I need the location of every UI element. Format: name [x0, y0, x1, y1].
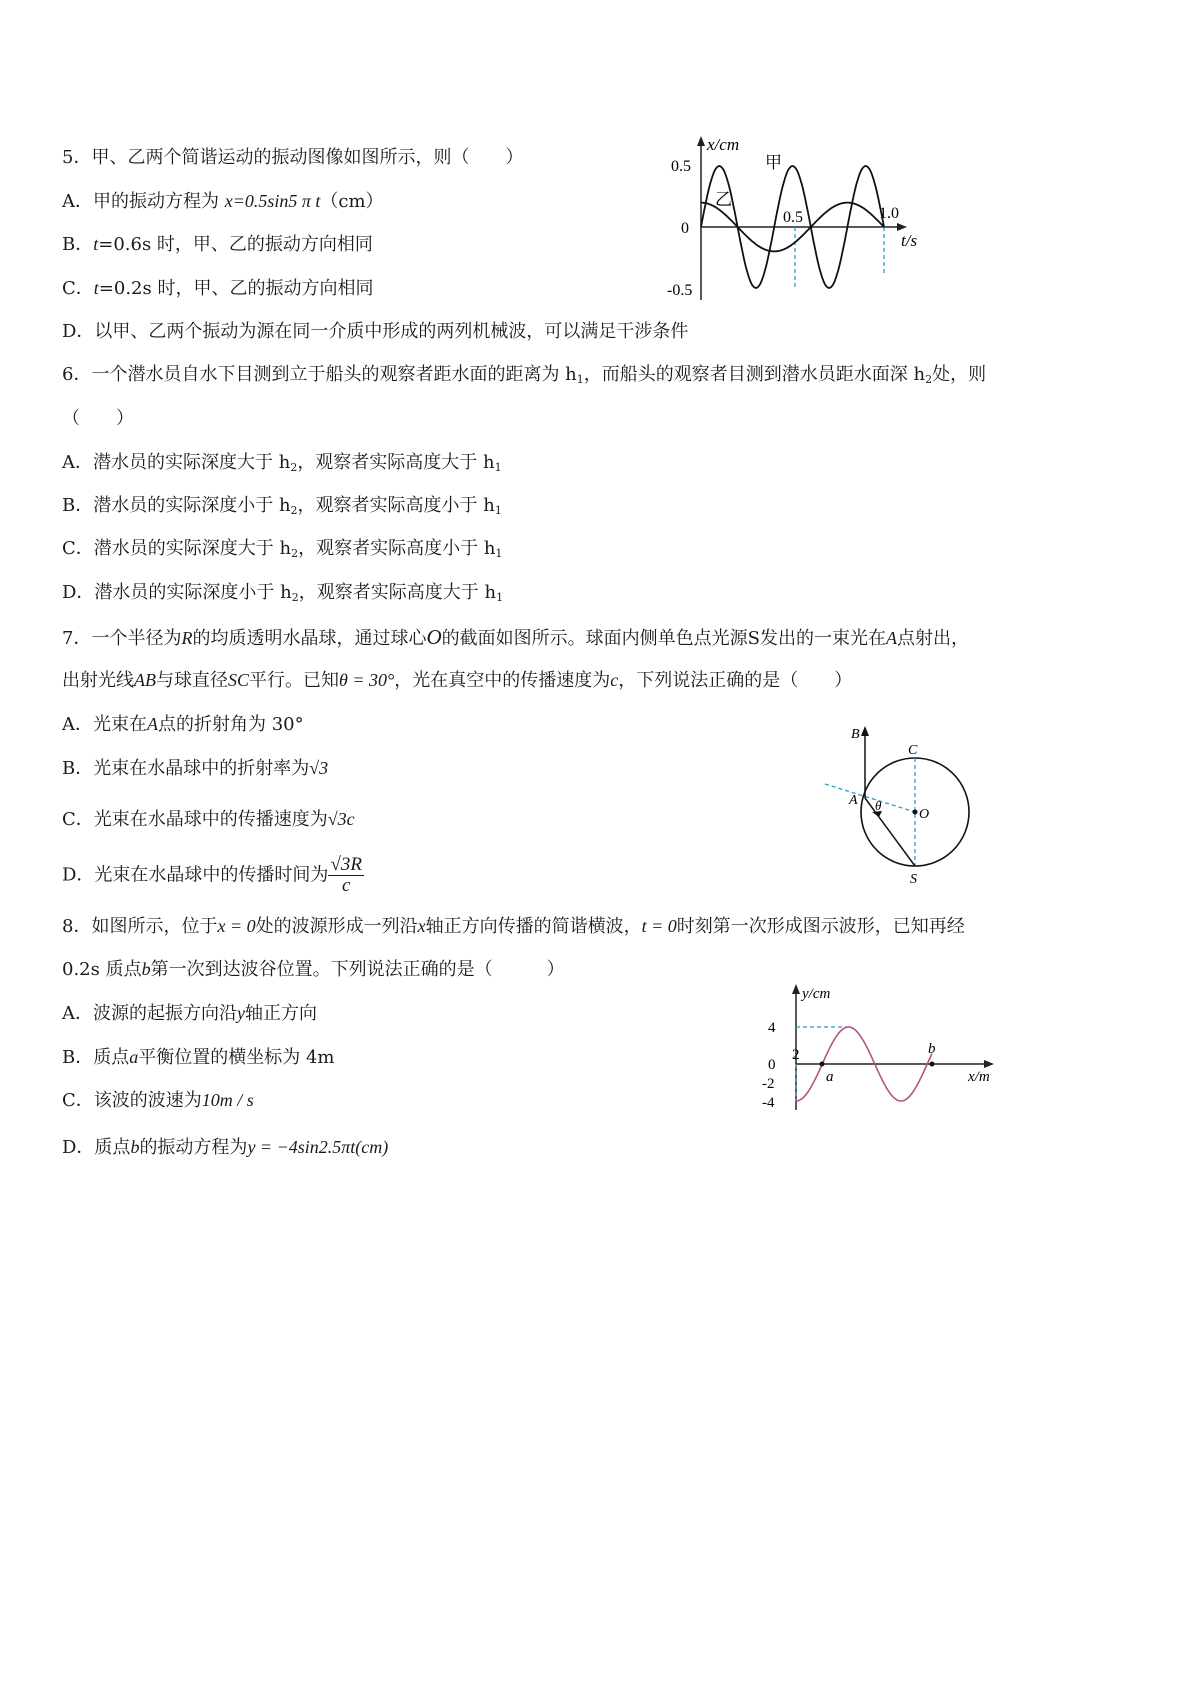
- q7-label-S: S: [910, 872, 917, 887]
- q8-stem-line2: 0.2s 质点b第一次到达波谷位置。下列说法正确的是（ ）: [62, 959, 565, 980]
- q8-y-tick-n2: -2: [762, 1076, 775, 1092]
- q8-y-tick-0: 0: [768, 1057, 776, 1073]
- q8-label-a: a: [826, 1069, 834, 1085]
- q8-x-tick-2: 2: [792, 1047, 800, 1063]
- q8-point-a: [820, 1062, 825, 1067]
- q6-option-d: D．潜水员的实际深度小于 $h_2$，观察者实际高度大于 $h_1$: [62, 582, 504, 604]
- q6-option-a: A．潜水员的实际深度大于 $h_2$，观察者实际高度大于 $h_1$: [62, 452, 502, 474]
- q8-x-label: x/m: [968, 1069, 990, 1085]
- q5-y-tick-0: 0: [681, 220, 689, 237]
- q6-option-b: B．潜水员的实际深度小于 $h_2$，观察者实际高度小于 $h_1$: [62, 495, 502, 517]
- q8-option-a: A．波源的起振方向沿y轴正方向: [62, 1003, 317, 1024]
- q7-label-C: C: [908, 743, 918, 758]
- q8-stem-line1: 8．如图所示，位于x = 0处的波源形成一列沿x轴正方向传播的简谐横波，t = 0时刻第一次形成图示波形，已知再经: [62, 916, 965, 937]
- q5-x-label: t/s: [901, 231, 918, 250]
- q7-label-A: A: [849, 793, 858, 808]
- q5-y-tick-05: 0.5: [671, 158, 691, 175]
- q8-option-c: C．该波的波速为10m / s: [62, 1090, 254, 1111]
- q6-stem: 6．一个潜水员自水下目测到立于船头的观察者距水面的距离为 $h_1$，而船头的观察者目测到潜水员距水面深 $h_2$处，则: [62, 364, 987, 386]
- q7-label-B: B: [851, 727, 860, 742]
- q5-vibration-chart: [665, 130, 935, 310]
- q5-y-label: x/cm: [707, 135, 740, 154]
- q7-stem-line1: 7．一个半径为R的均质透明水晶球，通过球心O的截面如图所示。球面内侧单色点光源S发出的一束光在A点射出，: [62, 625, 969, 649]
- q5-option-a: A．甲的振动方程为 x=0.5sin5 π t（cm）: [62, 191, 384, 212]
- q6-stem-paren: （ ）: [62, 408, 134, 429]
- q8-option-d: D．质点b的振动方程为y = −4sin2.5πt(cm): [62, 1137, 389, 1158]
- q7-label-O: O: [919, 807, 930, 822]
- q8-label-b: b: [928, 1041, 936, 1057]
- q8-y-label: y/cm: [802, 986, 831, 1002]
- q7-option-c: C．光束在水晶球中的传播速度为√3c: [62, 809, 355, 830]
- q5-series-label-yi: 乙: [715, 190, 732, 209]
- q7-option-d: D．光束在水晶球中的传播时间为 $\frac{√3R}{c}$: [62, 854, 362, 896]
- q8-point-b: [930, 1062, 935, 1067]
- q5-option-b: B．t=0.6s 时，甲、乙的振动方向相同: [62, 234, 373, 255]
- q8-option-b: B．质点a平衡位置的横坐标为 4m: [62, 1047, 335, 1068]
- q7-label-theta: θ: [875, 798, 882, 813]
- q5-y-tick-n05: -0.5: [667, 282, 693, 299]
- q7-stem-line2: 出射光线AB与球直径SC平行。已知θ = 30°，光在真空中的传播速度为c，下列说法正确的是（ ）: [62, 670, 853, 691]
- q5-option-c: C．t=0.2s 时，甲、乙的振动方向相同: [62, 278, 374, 299]
- q8-y-tick-4: 4: [768, 1020, 776, 1036]
- q5-stem: 5．甲、乙两个简谐运动的振动图像如图所示，则（ ）: [62, 147, 524, 168]
- q5-x-tick-05: 0.5: [783, 209, 803, 226]
- q5-x-tick-10: 1.0: [879, 205, 899, 222]
- q5-option-d: D．以甲、乙两个振动为源在同一介质中形成的两列机械波，可以满足干涉条件: [62, 321, 689, 342]
- q8-y-tick-n4: -4: [762, 1095, 775, 1111]
- q8-wave-chart: [760, 980, 1020, 1120]
- q7-time-fraction: $\frac{√3R}{c}$: [330, 854, 362, 896]
- q6-option-c: C．潜水员的实际深度大于 $h_2$，观察者实际高度小于 $h_1$: [62, 538, 503, 560]
- q5-series-label-jia: 甲: [765, 153, 782, 172]
- q7-option-b: B．光束在水晶球中的折射率为√3: [62, 758, 329, 779]
- q7-option-a: A．光束在A点的折射角为 30°: [62, 714, 304, 735]
- q7-crystal-ball-figure: [815, 720, 985, 890]
